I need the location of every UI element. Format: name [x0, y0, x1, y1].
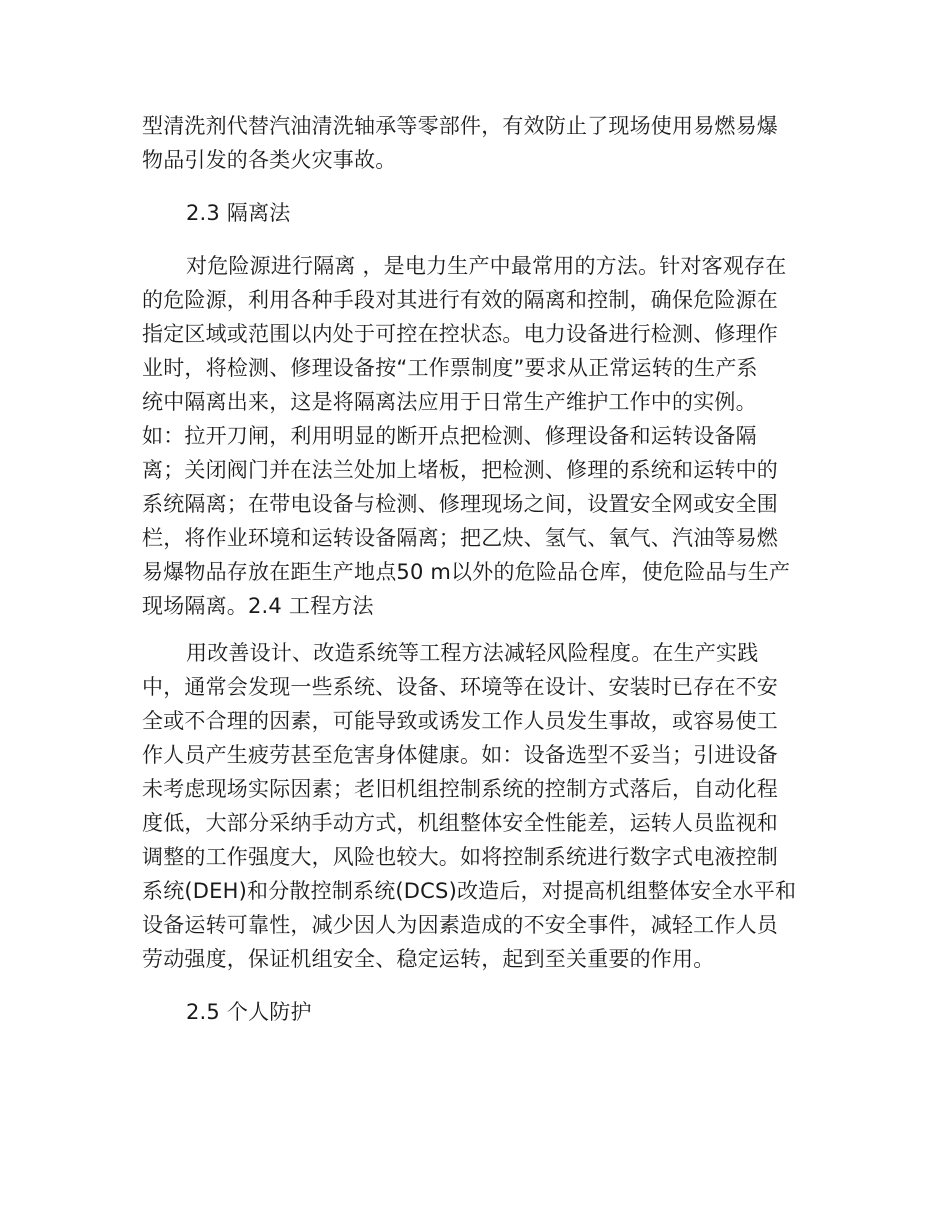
- paragraph-line: 未考虑现场实际因素；老旧机组控制系统的控制方式落后，自动化程: [142, 777, 778, 801]
- paragraph-line: 中，通常会发现一些系统、设备、环境等在设计、安装时已存在不安: [142, 675, 778, 699]
- paragraph-line: 栏，将作业环境和运转设备隔离；把乙炔、氢气、氧气、汽油等易燃: [142, 526, 778, 550]
- paragraph-line: 现场隔离。2.4 工程方法: [142, 594, 374, 618]
- paragraph-line: 全或不合理的因素，可能导致或诱发工作人员发生事故，或容易使工: [142, 709, 778, 733]
- document-page: [142, 109, 814, 1029]
- paragraph-line: 如：拉开刀闸，利用明显的断开点把检测、修理设备和运转设备隔: [142, 424, 757, 448]
- paragraph-line: 设备运转可靠性，减少因人为因素造成的不安全事件，减轻工作人员: [142, 913, 778, 937]
- paragraph-line: 业时，将检测、修理设备按“工作票制度”要求从正常运转的生产系: [142, 356, 758, 380]
- paragraph-line: 统中隔离出来，这是将隔离法应用于日常生产维护工作中的实例。: [142, 390, 757, 414]
- paragraph-line: 指定区域或范围以内处于可控在控状态。电力设备进行检测、修理作: [142, 322, 778, 346]
- paragraph-line: 系统隔离；在带电设备与检测、修理现场之间，设置安全网或安全围: [142, 492, 778, 516]
- paragraph-line: 系统(DEH)和分散控制系统(DCS)改造后，对提高机组整体安全水平和: [142, 879, 797, 903]
- paragraph-line: 物品引发的各类火灾事故。: [142, 148, 397, 172]
- paragraph-line: 离；关闭阀门并在法兰处加上堵板，把检测、修理的系统和运转中的: [142, 458, 778, 482]
- paragraph-line: 调整的工作强度大，风险也较大。如将控制系统进行数字式电液控制: [142, 845, 778, 869]
- section-heading-2-5: 2.5 个人防护: [186, 1000, 312, 1024]
- paragraph-line: 作人员产生疲劳甚至危害身体健康。如：设备选型不妥当；引进设备: [142, 743, 778, 767]
- paragraph-line: 的危险源，利用各种手段对其进行有效的隔离和控制，确保危险源在: [142, 288, 778, 312]
- paragraph-line: 劳动强度，保证机组安全、稳定运转，起到至关重要的作用。: [142, 947, 715, 971]
- paragraph-line: 度低，大部分采纳手动方式，机组整体安全性能差，运转人员监视和: [142, 811, 778, 835]
- paragraph-line: 型清洗剂代替汽油清洗轴承等零部件，有效防止了现场使用易燃易爆: [142, 114, 778, 138]
- paragraph-line: 易爆物品存放在距生产地点50 m以外的危险品仓库，使危险品与生产: [142, 560, 791, 584]
- section-heading-2-3: 2.3 隔离法: [186, 201, 291, 225]
- paragraph-line: 用改善设计、改造系统等工程方法减轻风险程度。在生产实践: [186, 641, 759, 665]
- paragraph-line: 对危险源进行隔离 ，是电力生产中最常用的方法。针对客观存在: [186, 254, 787, 278]
